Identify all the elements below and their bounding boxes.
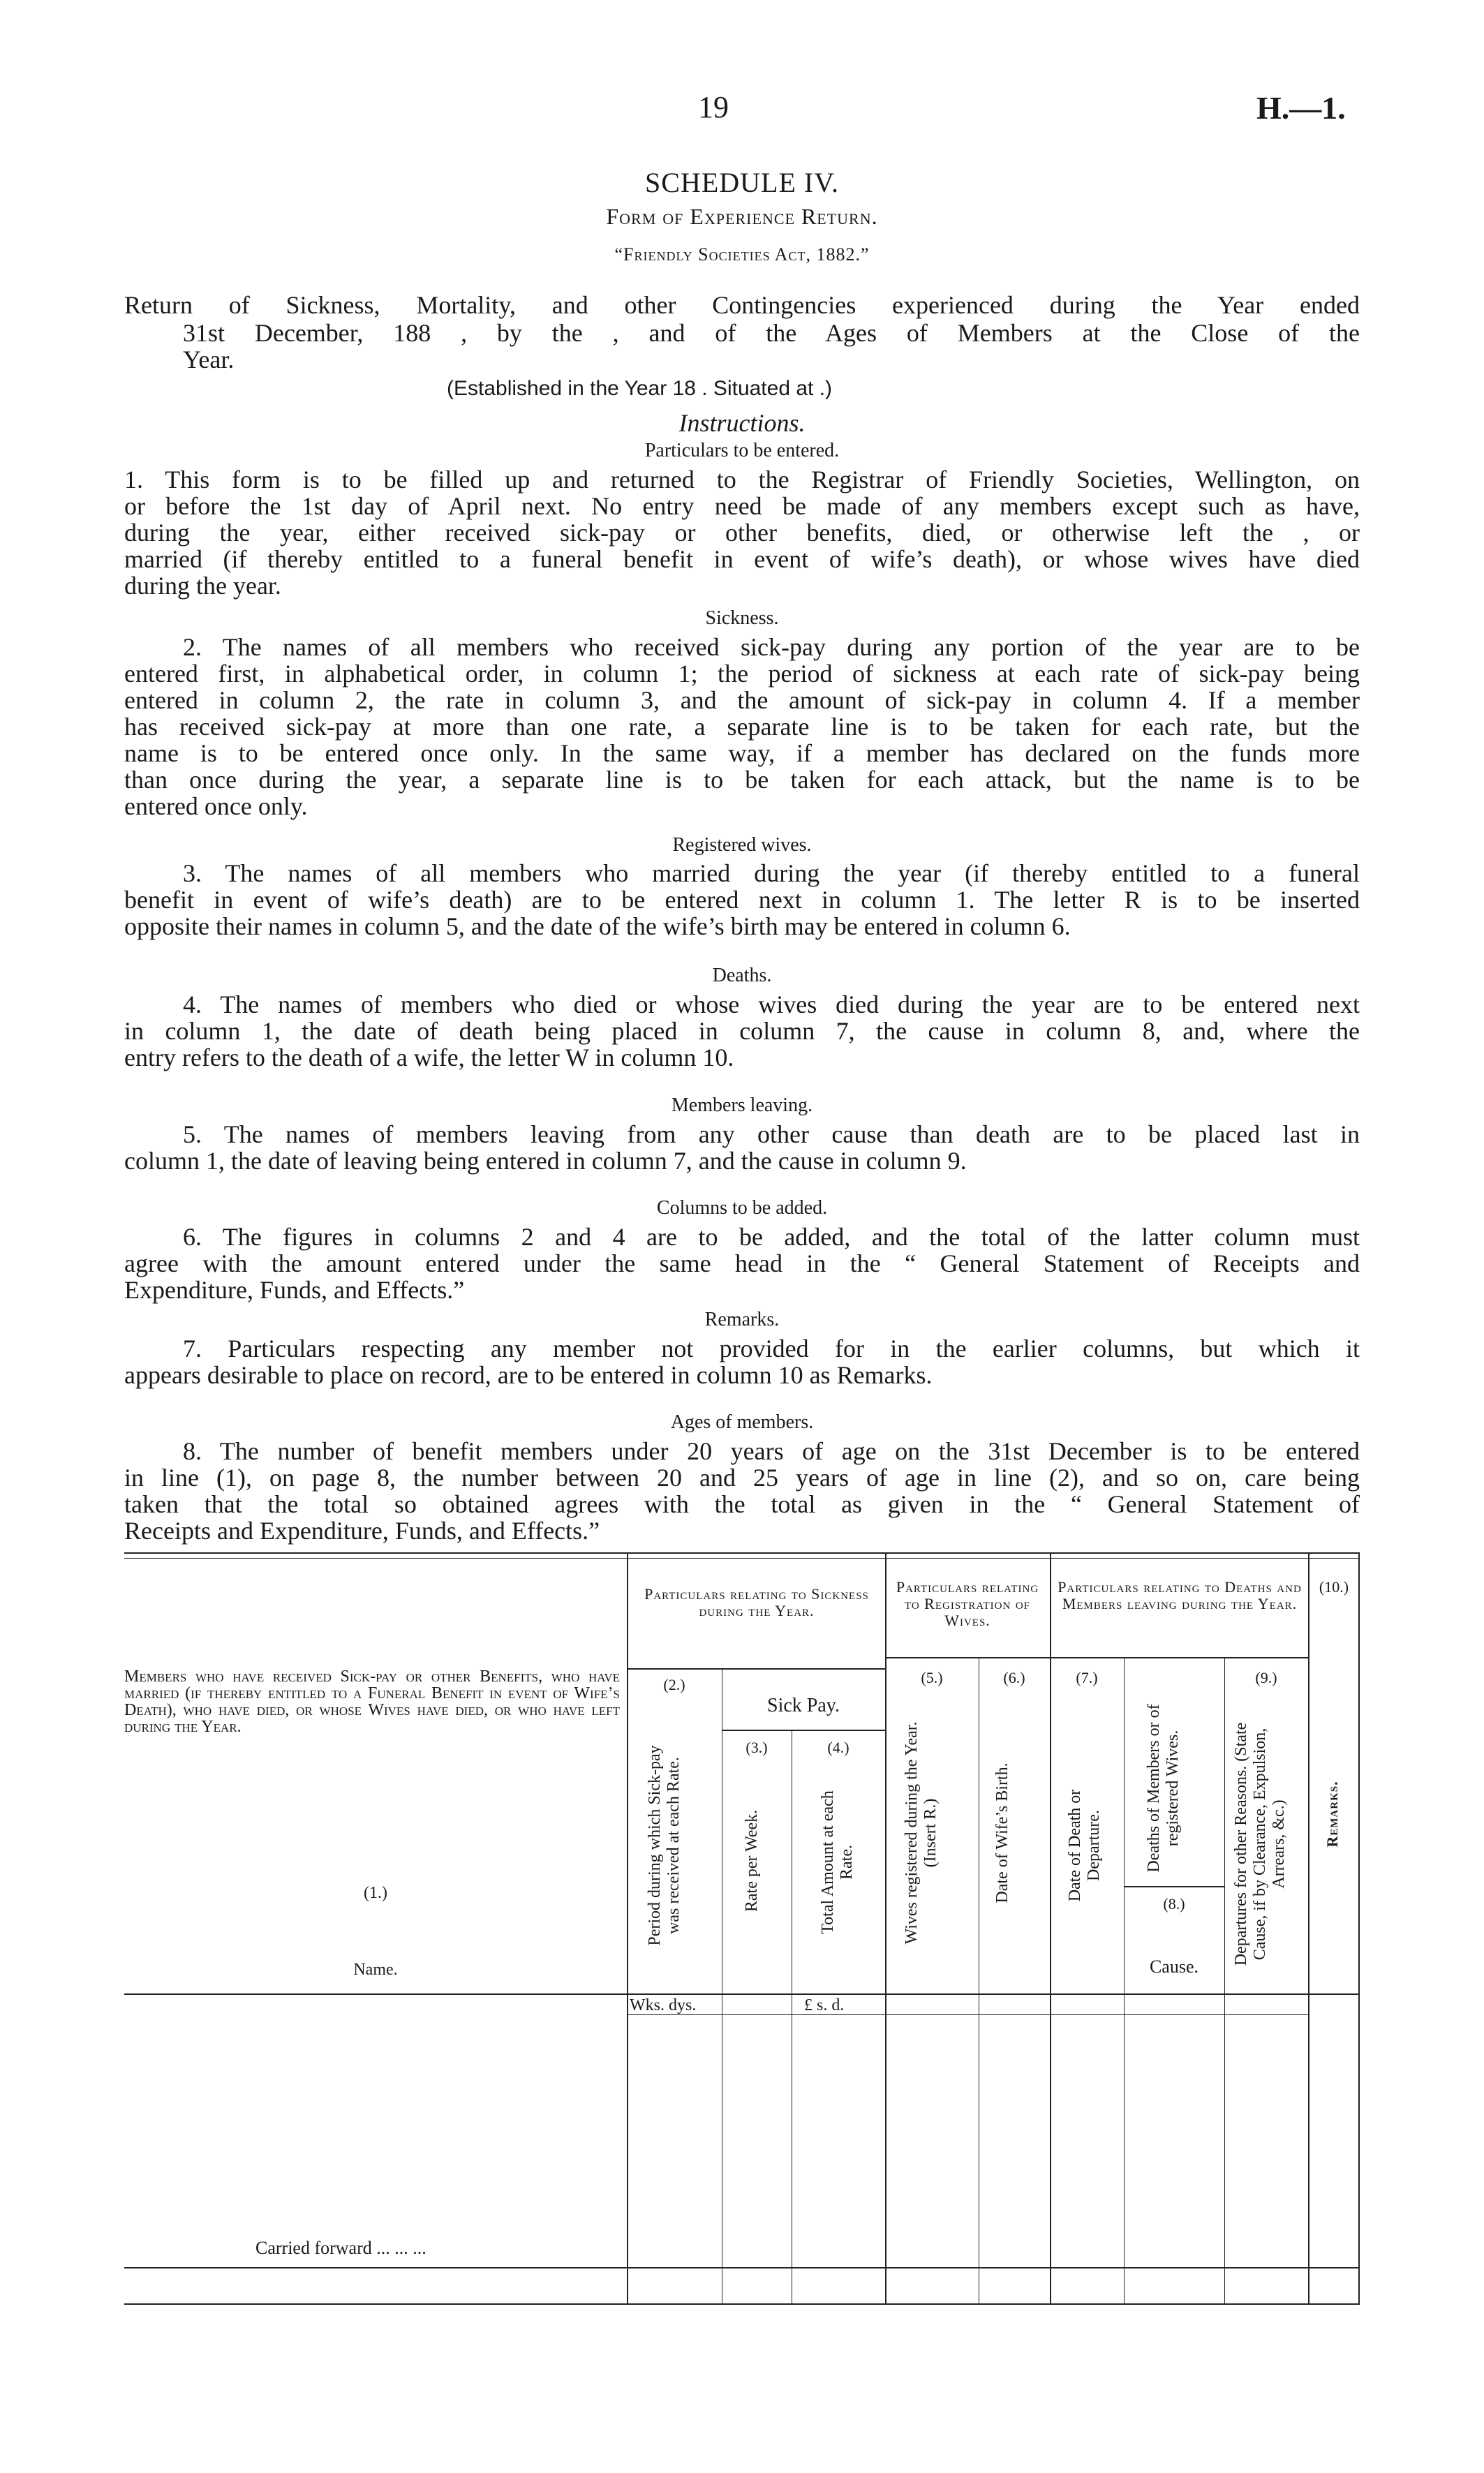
text-line: agree with the amount entered under the same head in the “ General Statement of Receipts and bbox=[124, 1249, 1360, 1277]
return-heading-line3: Year. bbox=[183, 346, 235, 373]
return-heading-line2: 31st December, 188 , by the , and of the Ages of Members at the Close of the bbox=[183, 319, 1360, 347]
text-line: 6. The figures in columns 2 and 4 are to be added, and the total of the latter column must bbox=[183, 1223, 1360, 1251]
col8-cause-label: Cause. bbox=[1149, 1956, 1199, 1977]
table-rule bbox=[885, 1657, 1050, 1658]
section-heading: Registered wives. bbox=[672, 834, 812, 856]
col4-label: Total Amount at each Rate. bbox=[819, 1790, 856, 1934]
text-line: married (if thereby entitled to a funeral benefit in event of wife’s death), or whose wives have died bbox=[124, 545, 1360, 573]
text-line: column 1, the date of leaving being entered in column 7, and the cause in column 9. bbox=[124, 1147, 967, 1175]
col8-label: Deaths of Members or of registered Wives. bbox=[1145, 1704, 1182, 1873]
col9-number: (9.) bbox=[1255, 1669, 1277, 1686]
text-line: entry refers to the death of a wife, the letter W in column 10. bbox=[124, 1044, 734, 1071]
table-col-rule bbox=[1308, 1554, 1309, 2305]
instructions-heading: Instructions. bbox=[678, 409, 806, 437]
table-rule bbox=[1050, 1657, 1308, 1658]
text-line: 8. The number of benefit members under 20 years of age on the 31st December is to be entered bbox=[183, 1437, 1360, 1465]
col5-number: (5.) bbox=[921, 1669, 943, 1686]
col1-number: (1.) bbox=[364, 1884, 387, 1902]
text-line: in column 1, the date of death being placed in column 7, the cause in column 8, and, where the bbox=[124, 1017, 1360, 1045]
col10-label: Remarks. bbox=[1323, 1781, 1341, 1848]
col3-number: (3.) bbox=[745, 1739, 768, 1756]
carried-forward-label: Carried forward ... ... ... bbox=[255, 2238, 426, 2258]
text-line: taken that the total so obtained agrees with the total as given in the “ General Statement of bbox=[124, 1490, 1360, 1518]
col9-label: Departures for other Reasons. (State Cause, if by Clearance, Expulsion, Arrears, &c.) bbox=[1232, 1722, 1288, 1966]
table-top-rule bbox=[124, 1558, 1360, 1559]
table-rule bbox=[627, 2014, 1308, 2015]
schedule-title: SCHEDULE IV. bbox=[645, 167, 839, 198]
section-heading: Ages of members. bbox=[670, 1411, 814, 1433]
text-line: 7. Particulars respecting any member not provided for in the earlier columns, but which it bbox=[183, 1335, 1360, 1362]
text-line: 1. This form is to be filled up and returned to the Registrar of Friendly Societies, Wellington, on bbox=[124, 466, 1360, 493]
section-heading: Sickness. bbox=[705, 607, 779, 629]
text-line: during the year, either received sick-pay or other benefits, died, or otherwise left the , or bbox=[124, 519, 1360, 547]
table-col-rule bbox=[1050, 1554, 1051, 2305]
text-line: during the year. bbox=[124, 572, 281, 600]
col2-number: (2.) bbox=[663, 1676, 685, 1693]
col3-label: Rate per Week. bbox=[743, 1809, 761, 1913]
text-line: 3. The names of all members who married during the year (if thereby entitled to a funeral bbox=[183, 859, 1360, 887]
form-title: Form of Experience Return. bbox=[606, 204, 878, 229]
act-title: “Friendly Societies Act, 1882.” bbox=[614, 244, 870, 265]
text-line: in line (1), on page 8, the number between 20 and 25 years of age in line (2), and so on, care being bbox=[124, 1464, 1360, 1492]
table-bottom-rule bbox=[124, 2303, 1360, 2305]
text-line: entered first, in alphabetical order, in column 1; the period of sickness at each rate of sick-pay being bbox=[124, 660, 1360, 688]
col10-number: (10.) bbox=[1319, 1578, 1349, 1596]
table-col-rule bbox=[885, 1554, 886, 2305]
table-header-bottom-rule bbox=[124, 1993, 1360, 1995]
sick-pay-header: Sick Pay. bbox=[767, 1695, 840, 1716]
col6-number: (6.) bbox=[1003, 1669, 1025, 1686]
text-line: than once during the year, a separate line is to be taken for each attack, but the name is to be bbox=[124, 766, 1360, 794]
section-heading: Columns to be added. bbox=[656, 1197, 828, 1219]
text-line: entered once only. bbox=[124, 792, 308, 820]
text-line: opposite their names in column 5, and the date of the wife’s birth may be entered in column 6. bbox=[124, 912, 1071, 940]
table-rule bbox=[722, 1730, 885, 1731]
text-line: name is to be entered once only. In the same way, if a member has declared on the funds more bbox=[124, 739, 1360, 767]
col4-number: (4.) bbox=[827, 1739, 849, 1756]
text-line: benefit in event of wife’s death) are to be entered next in column 1. The letter R is to be inserted bbox=[124, 886, 1360, 914]
table-col-rule bbox=[1224, 1657, 1225, 2305]
col1-description bbox=[124, 1668, 620, 1735]
section-heading: Members leaving. bbox=[671, 1094, 813, 1116]
table-col-rule bbox=[627, 1554, 628, 2305]
col7-number: (7.) bbox=[1076, 1669, 1098, 1686]
text-line: 2. The names of all members who received sick-pay during any portion of the year are to be bbox=[183, 633, 1360, 661]
table-rule bbox=[124, 2267, 1360, 2268]
col5-label: Wives registered during the Year. (Insert R.) bbox=[903, 1721, 940, 1945]
group-header-deaths: Particulars relating to Deaths and Members leaving during the Year. bbox=[1058, 1578, 1302, 1612]
money-unit: £ s. d. bbox=[804, 1996, 845, 2014]
table-col-rule bbox=[1358, 1554, 1360, 2305]
return-heading-line1: Return of Sickness, Mortality, and other Contingencies experienced during the Year ended bbox=[124, 291, 1360, 319]
table-col-rule bbox=[1124, 1657, 1125, 2305]
established-line: (Established in the Year 18 . Situated at .) bbox=[447, 377, 833, 400]
section-heading: Remarks. bbox=[704, 1309, 780, 1330]
text-line: Expenditure, Funds, and Effects.” bbox=[124, 1276, 465, 1304]
text-line: 5. The names of members leaving from any other cause than death are to be placed last in bbox=[183, 1120, 1360, 1148]
table-rule bbox=[1124, 1886, 1224, 1887]
col1-description-text: Members who have received Sick-pay or other Benefits, who have married (if thereby entitled to a Funeral Benefit in event of Wife’s Death), who have died, or whose Wives have died, or who have left during the Year. bbox=[124, 1668, 620, 1736]
col7-label: Date of Death or Departure. bbox=[1066, 1789, 1103, 1902]
page-number: 19 bbox=[698, 90, 729, 124]
section-heading: Particulars to be entered. bbox=[644, 440, 840, 461]
text-line: has received sick-pay at more than one rate, a separate line is to be taken for each rate, but the bbox=[124, 713, 1360, 741]
text-line: entered in column 2, the rate in column 3, and the amount of sick-pay in column 4. If a member bbox=[124, 686, 1360, 714]
group-header-sickness: Particulars relating to Sickness during the Year. bbox=[644, 1585, 869, 1619]
col6-label: Date of Wife’s Birth. bbox=[993, 1762, 1011, 1903]
col2-label: Period during which Sick-pay was received at each Rate. bbox=[646, 1745, 683, 1946]
col8-number: (8.) bbox=[1163, 1895, 1185, 1913]
group-header-wives: Particulars relating to Registration of Wives. bbox=[896, 1578, 1039, 1629]
section-heading: Deaths. bbox=[712, 965, 772, 986]
weeks-days-unit: Wks. dys. bbox=[630, 1996, 697, 2014]
text-line: 4. The names of members who died or whose wives died during the year are to be entered next bbox=[183, 990, 1360, 1018]
text-line: Receipts and Expenditure, Funds, and Effects.” bbox=[124, 1517, 600, 1545]
document-reference: H.—1. bbox=[1256, 90, 1346, 126]
col1-label: Name. bbox=[353, 1961, 398, 1979]
table-rule bbox=[627, 1668, 885, 1670]
text-line: or before the 1st day of April next. No entry need be made of any members except such as have, bbox=[124, 492, 1360, 520]
text-line: appears desirable to place on record, are to be entered in column 10 as Remarks. bbox=[124, 1361, 933, 1389]
table-top-rule bbox=[124, 1552, 1360, 1554]
